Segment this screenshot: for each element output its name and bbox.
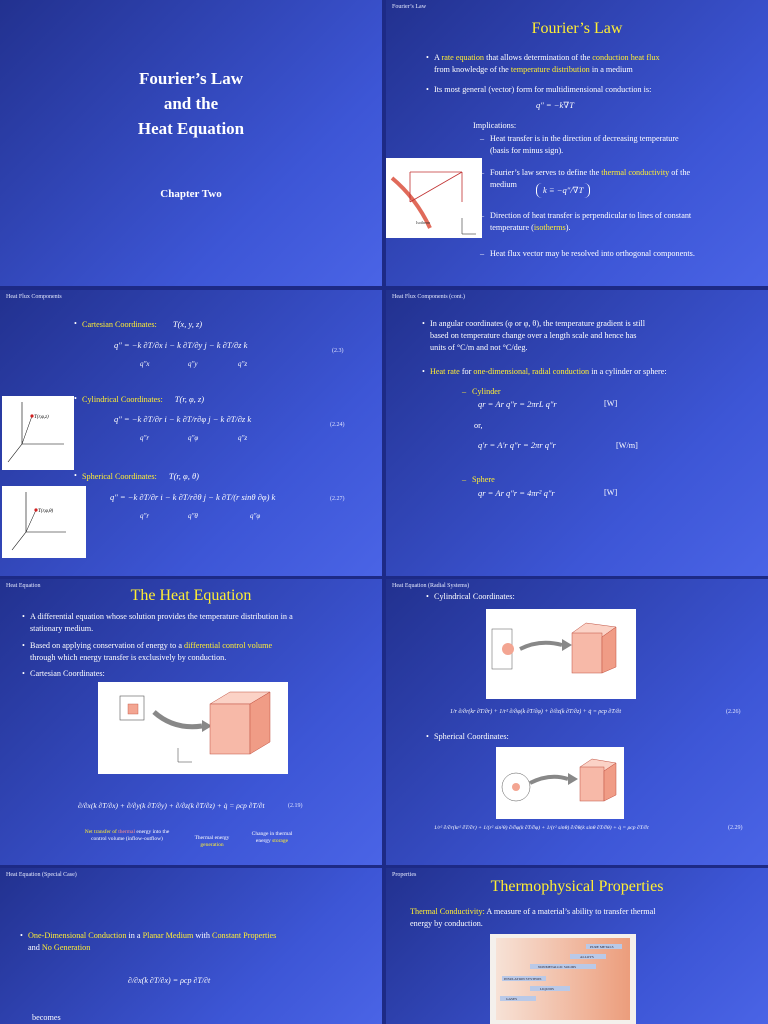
eq-number-2-29: (2.29)	[728, 825, 743, 831]
thermal-conductivity-text: Thermal Conductivity: A measure of a material’s ability to transfer thermal energy by conduction.	[410, 907, 656, 928]
slide-heat-equation-radial	[386, 579, 768, 865]
bullet-heat-rate: • Heat rate for one-dimensional, radial conduction in a cylinder or sphere:	[430, 366, 760, 378]
slide-header: Heat Flux Components	[6, 294, 62, 300]
slide-title: The Heat Equation	[130, 587, 252, 604]
cylindrical-figure	[2, 396, 74, 470]
isotherm-figure	[386, 158, 482, 238]
slide-heat-flux-components-cont	[386, 290, 768, 576]
cartesian-qy: q″y	[188, 360, 198, 368]
cylindrical-point-label: T(r,φ,z)	[34, 415, 49, 420]
slide-fouriers-law	[386, 0, 768, 286]
label-net-transfer: Net transfer of thermal energy into the control volume (inflow-outflow)	[84, 829, 170, 842]
eq-number-2-24: (2.24)	[330, 422, 345, 428]
sphere-eq: qr = Ar q″r = 4πr² q″r	[478, 488, 555, 498]
spherical-point-label: T(r,φ,θ)	[38, 509, 54, 514]
eq-number-2-3: (2.3)	[332, 348, 344, 354]
control-volume-figure	[98, 682, 288, 774]
eq-number-2-27: (2.27)	[330, 496, 345, 502]
slide-title: Thermophysical Properties	[490, 878, 664, 895]
cartesian-qz: q″z	[238, 360, 248, 368]
slide-header: Heat Flux Components (cont.)	[392, 294, 465, 300]
isotherm-diagram	[386, 158, 482, 238]
slide-heat-equation-special	[0, 868, 382, 1024]
implication-3: – Direction of heat transfer is perpendicular to lines of constant temperature (isotherms).	[490, 210, 760, 234]
cylinder-eq: qr = Ar q″r = 2πrL q″r	[478, 399, 557, 409]
label-generation: Thermal energy generation	[194, 835, 230, 848]
spherical-label: • Spherical Coordinates: T(r, φ, θ)	[82, 470, 199, 483]
label-pure-metals: PURE METALS	[590, 945, 614, 949]
slide-header: Heat Equation (Radial Systems)	[392, 583, 470, 589]
slide-header: Properties	[392, 872, 417, 878]
spherical-qr: q″r	[140, 512, 150, 520]
label-alloys: ALLOYS	[580, 955, 594, 959]
bullet-conservation: • Based on applying conservation of energy to a differential control volume through which energy transfer is exclusively by conduction.	[30, 640, 375, 664]
cartesian-flux-eq: q″ = −k ∂T/∂x i − k ∂T/∂y j − k ∂T/∂z k	[114, 340, 248, 350]
bullet-spherical: • Spherical Coordinates:	[434, 731, 509, 743]
label-insulation: INSULATION SYSTEMS	[504, 977, 542, 981]
heat-equation-cylindrical: 1/r ∂/∂r(kr ∂T/∂r) + 1/r² ∂/∂φ(k ∂T/∂φ) + ∂/∂z(k ∂T/∂z) + q̇ = ρcp ∂T/∂t	[450, 709, 622, 715]
bullet-cylindrical: • Cylindrical Coordinates:	[434, 591, 515, 603]
cylindrical-axes	[2, 396, 74, 470]
cylinder-eq-per-length: q′r = A′r q″r = 2πr q″r	[478, 440, 556, 450]
cylindrical-cv-figure	[486, 609, 636, 699]
bullet-angular: • In angular coordinates (φ or φ, θ), the temperature gradient is still based on temperature change over a length scale and hence has units of °C/m and not °C/deg.	[430, 318, 760, 354]
cylindrical-qr: q″r	[140, 434, 150, 442]
implications-label: Implications:	[473, 121, 517, 130]
label-storage: Change in thermal energy storage	[251, 831, 293, 844]
cylindrical-cv-diagram	[486, 609, 636, 699]
bullet-one-dimensional: • One-Dimensional Conduction in a Planar Medium with Constant Properties and No Generation	[28, 930, 378, 954]
main-title: Fourier’s Law and the Heat Equation	[137, 69, 245, 138]
chapter-label: Chapter Two	[160, 188, 222, 200]
slide-thermophysical-properties	[386, 868, 768, 1024]
slide-heat-equation	[0, 579, 382, 865]
heat-equation-cartesian: ∂/∂x(k ∂T/∂x) + ∂/∂y(k ∂T/∂y) + ∂/∂z(k ∂T/∂z) + q̇ = ρcp ∂T/∂t	[78, 801, 265, 810]
or-label: or,	[474, 421, 483, 430]
spherical-flux-eq: q″ = −k ∂T/∂r i − k ∂T/r∂θ j − k ∂T/(r sinθ ∂φ) k	[110, 492, 276, 502]
fourier-equation: q″ = −k∇T	[536, 100, 574, 110]
implication-2: – Fourier’s law serves to define the thermal conductivity of the medium	[490, 167, 760, 191]
eq-number-2-19: (2.19)	[288, 803, 303, 809]
cylinder-label: – Cylinder	[472, 386, 501, 398]
cartesian-label: • Cartesian Coordinates: T(x, y, z)	[82, 318, 202, 331]
bullet-differential: • A differential equation whose solution provides the temperature distribution in a stationary medium.	[30, 611, 375, 635]
heat-equation-spherical: 1/r² ∂/∂r(kr² ∂T/∂r) + 1/(r² sin²θ) ∂/∂φ(k ∂T/∂φ) + 1/(r² sinθ) ∂/∂θ(k sinθ ∂T/∂θ) + q̇ = ρcp ∂T/∂t	[434, 825, 649, 831]
slide-header: Fourier’s Law	[392, 4, 427, 10]
slide-header: Heat Equation	[6, 583, 41, 589]
cylindrical-flux-eq: q″ = −k ∂T/∂r i − k ∂T/r∂φ j − k ∂T/∂z k	[114, 414, 252, 424]
slide-title	[0, 0, 382, 286]
eq-number-2-26: (2.26)	[726, 709, 741, 715]
isotherm-label: Isotherm	[416, 220, 431, 225]
conductivity-ranges-figure	[490, 934, 636, 1024]
cylinder-unit: [W]	[604, 399, 618, 408]
becomes-label: becomes	[32, 1013, 61, 1022]
spherical-cv-diagram	[496, 747, 624, 819]
cylindrical-qz: q″z	[238, 434, 248, 442]
sphere-label: – Sphere	[472, 474, 495, 486]
cylinder-unit-per-length: [W/m]	[616, 441, 638, 450]
cartesian-qx: q″x	[140, 360, 150, 368]
slide-heat-flux-components	[0, 290, 382, 576]
spherical-qtheta: q″θ	[188, 512, 198, 520]
slide-header: Heat Equation (Special Case)	[6, 872, 77, 878]
conductivity-definition: k ≡ −q″/∇T	[536, 183, 590, 198]
control-volume-diagram	[98, 682, 288, 774]
sphere-unit: [W]	[604, 488, 618, 497]
label-gases: GASES	[506, 997, 518, 1001]
heat-equation-1d: ∂/∂x(k ∂T/∂x) = ρcp ∂T/∂t	[128, 976, 211, 985]
cylindrical-label: • Cylindrical Coordinates: T(r, φ, z)	[82, 393, 204, 406]
label-nonmetallic-solids: NONMETALLIC SOLIDS	[538, 965, 577, 969]
bullet-cartesian: • Cartesian Coordinates:	[30, 668, 105, 680]
spherical-figure	[2, 486, 86, 558]
bullet-vector-form: • Its most general (vector) form for multidimensional conduction is:	[434, 84, 759, 96]
implication-4: – Heat flux vector may be resolved into orthogonal components.	[490, 248, 765, 260]
bullet-rate-equation: • A rate equation that allows determination of the conduction heat flux from knowledge of the temperature distribution in a medium	[434, 52, 759, 76]
label-liquids: LIQUIDS	[540, 987, 554, 991]
cylindrical-qphi: q″φ	[188, 434, 199, 442]
spherical-cv-figure	[496, 747, 624, 819]
implication-1: – Heat transfer is in the direction of decreasing temperature (basis for minus sign).	[490, 133, 760, 157]
spherical-qphi: q″φ	[250, 512, 261, 520]
spherical-axes	[2, 486, 86, 558]
conductivity-ranges-diagram	[490, 934, 636, 1024]
slide-title: Fourier’s Law	[531, 20, 623, 37]
